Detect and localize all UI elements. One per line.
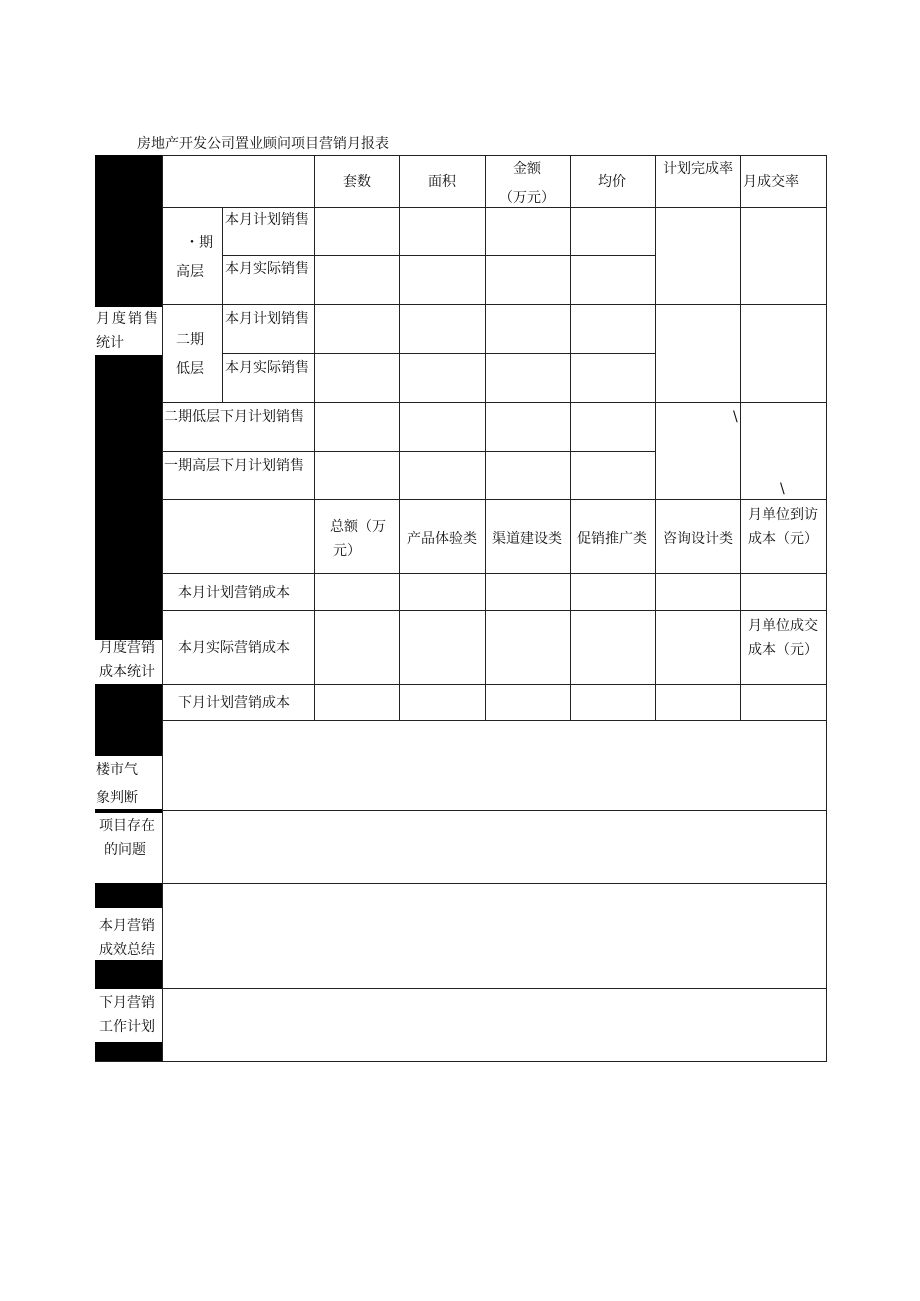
hline (162, 810, 827, 811)
header-units: 套数 (343, 174, 371, 190)
table-border-top (162, 155, 827, 156)
hline-partial (222, 255, 656, 256)
header-amount-1: 金额 (513, 161, 541, 177)
phase1-label-2: 高层 (176, 264, 204, 280)
section-bar-summary-lower (95, 960, 162, 989)
cost-row-plan: 本月计划营销成本 (178, 585, 290, 601)
table-border-left (162, 155, 163, 1062)
hline (162, 684, 827, 685)
cost-header-visit-1: 月单位到访 (748, 507, 818, 523)
row-label-phase2-actual: 本月实际销售 (225, 360, 309, 376)
section-label-plan-2: 工作计划 (99, 1019, 155, 1035)
phase2-label-1: 二期 (176, 332, 204, 348)
hline-partial (162, 451, 656, 452)
page-title: 房地产开发公司置业顾问项目营销月报表 (137, 136, 389, 152)
cost-header-consult: 咨询设计类 (663, 531, 733, 547)
row-label-next-phase1: 一期高层下月计划销售 (164, 458, 304, 474)
hline (162, 573, 827, 574)
section-label-market-2: 象判断 (96, 790, 138, 806)
hline (162, 988, 827, 989)
table-border-right (826, 155, 827, 1062)
cost-header-total-2: 元） (333, 543, 361, 559)
slash-mark: \ (733, 409, 738, 425)
hline (162, 402, 827, 403)
section-bar-sales (95, 155, 162, 307)
section-label-cost-1: 月度营销 (99, 640, 155, 656)
cost-header-channel: 渠道建设类 (492, 531, 562, 547)
header-plan-rate: 计划完成率 (663, 161, 733, 177)
hline (162, 610, 827, 611)
section-bar-plan (95, 1042, 162, 1062)
section-label-issues-2: 的问题 (104, 842, 146, 858)
cost-header-product: 产品体验类 (407, 531, 477, 547)
section-bar-sales-lower (95, 355, 162, 640)
cost-header-visit-2: 成本（元） (748, 531, 818, 547)
vline (485, 155, 486, 721)
hline (162, 499, 827, 500)
cost-row-next: 下月计划营销成本 (178, 695, 290, 711)
section-label-sales-1: 月度销售 (96, 311, 160, 327)
row-label-phase1-plan: 本月计划销售 (225, 212, 309, 228)
hline (162, 304, 827, 305)
header-deal-rate: 月成交率 (743, 174, 799, 190)
section-label-cost-2: 成本统计 (99, 664, 155, 680)
section-label-plan-1: 下月营销 (99, 995, 155, 1011)
header-area: 面积 (428, 174, 456, 190)
section-label-summary-2: 成效总结 (99, 942, 155, 958)
section-bar-cost-lower (95, 684, 162, 756)
deal-cost-label-1: 月单位成交 (748, 618, 818, 634)
cost-header-total-1: 总额（万 (330, 519, 386, 535)
hline-partial (222, 353, 656, 354)
cost-row-actual: 本月实际营销成本 (178, 640, 290, 656)
phase2-label-2: 低层 (176, 361, 204, 377)
row-label-phase2-plan: 本月计划销售 (225, 311, 309, 327)
vline (570, 155, 571, 721)
section-label-issues-1: 项目存在 (99, 818, 155, 834)
header-avg-price: 均价 (598, 174, 626, 190)
hline (162, 883, 827, 884)
phase1-label-1: ・期 (185, 235, 213, 251)
row-label-phase1-actual: 本月实际销售 (225, 261, 309, 277)
vline (655, 155, 656, 721)
vline (399, 155, 400, 721)
section-label-sales-2: 统计 (96, 335, 124, 351)
section-label-summary-1: 本月营销 (99, 918, 155, 934)
table-border-bottom (95, 1061, 827, 1062)
section-label-market-1: 楼市气 (96, 762, 138, 778)
slash-mark: \ (780, 481, 785, 497)
hline (162, 720, 827, 721)
cost-header-promo: 促销推广类 (577, 531, 647, 547)
deal-cost-label-2: 成本（元） (748, 642, 818, 658)
vline (740, 155, 741, 721)
section-bar-summary (95, 883, 162, 908)
vline-phase (222, 207, 223, 403)
header-amount-2: （万元） (499, 190, 555, 206)
row-label-next-phase2: 二期低层下月计划销售 (164, 409, 304, 425)
vline (314, 155, 315, 721)
